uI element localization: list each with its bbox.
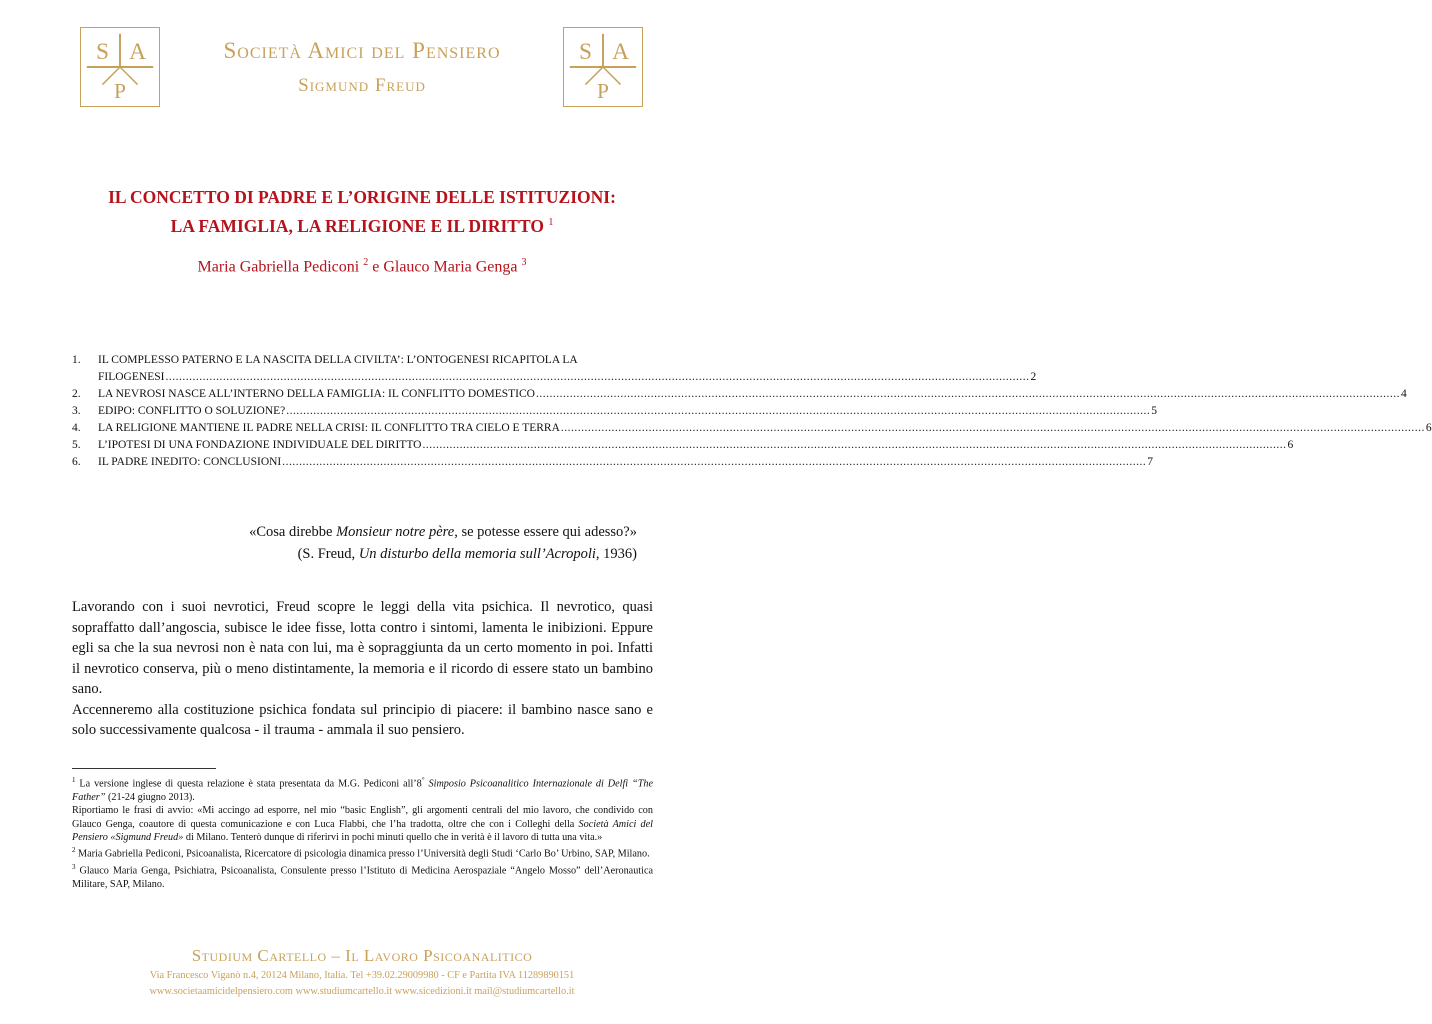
epigraph-quote-end: , se potesse essere qui adesso?» [454, 524, 637, 540]
footnote-1-quote: Riportiamo le frasi di avvio: «Mi accingo ad esporre, nel mio “basic English”, gli argomenti centrali del mio lavoro, che condivido con Glauco Genga, coautore di questa comunicazione e con Luca Flabbi, che l’ha tradotta, oltre che con i Colleghi della [72, 805, 653, 830]
footnote-1-ordinal: ° [421, 776, 425, 784]
body-text [72, 597, 653, 741]
toc-item-number: 1. [72, 354, 81, 366]
toc-leader-dots: ................................................................................................................................................................................................................................................................ [560, 422, 1425, 434]
toc-item-page: 2 [1030, 371, 1037, 383]
footnote-3-text: Glauco Maria Genga, Psichiatra, Psicoanalista, Consulente presso l’Istituto di Medicina Aerospaziale “Angelo Mosso” dell’Aeronautica Militare, SAP, Milano. [72, 865, 653, 891]
logo-letter-a: A [129, 39, 147, 66]
toc-item-number: 4. [72, 422, 81, 434]
logo-letter-a: A [612, 39, 630, 66]
toc-item-page: 4 [1401, 388, 1407, 400]
logo-letter-p: P [114, 79, 126, 104]
toc-item-title: LA RELIGIONE MANTIENE IL PADRE NELLA CRISI: IL CONFLITTO TRA CIELO E TERRA [98, 422, 560, 434]
epigraph-source-italic: Un disturbo della memoria sull’Acropoli [358, 546, 596, 562]
toc-item-number: 6. [72, 456, 81, 468]
footnote-1-number: 1 [72, 776, 76, 784]
toc-item-title: IL PADRE INEDITO: CONCLUSIONI [98, 456, 282, 468]
footnote-separator [72, 768, 216, 769]
toc-item-title: IL COMPLESSO PATERNO E LA NASCITA DELLA CIVILTA’: L’ONTOGENESI RICAPITOLA LA [98, 354, 578, 366]
toc-item-2[interactable] [72, 386, 1407, 403]
title-line-2-text: LA FAMIGLIA, LA RELIGIONE E IL DIRITTO [170, 216, 544, 236]
footer-address: Via Francesco Viganò n.4, 20124 Milano, Italia. Tel +39.02.29009980 - CF e Partita IVA 11289890151 [149, 970, 575, 981]
footnote-2-text: Maria Gabriella Pediconi, Psicoanalista, Ricercatore di psicologia dinamica presso l’Università degli Studi ‘Carlo Bo’ Urbino, SAP, Milano. [75, 848, 650, 860]
toc-item-title: L’IPOTESI DI UNA FONDAZIONE INDIVIDUALE DEL DIRITTO [98, 439, 422, 451]
footnote-1-text: La versione inglese di questa relazione è stata presentata da M.G. Pediconi all’8 [75, 778, 422, 790]
epigraph-source [249, 543, 637, 565]
toc-item-page: 7 [1147, 456, 1154, 468]
epigraph-quote [249, 521, 637, 543]
toc-item-number: 3. [72, 405, 81, 417]
authors-conjunction: e [372, 258, 380, 276]
society-name: Società Amici del Pensiero [223, 38, 501, 63]
title-footnote-ref[interactable]: 1 [548, 217, 554, 229]
footnote-2-number: 2 [72, 846, 76, 855]
toc-leader-dots: ................................................................................................................................................................................................................................................................ [286, 405, 1151, 417]
footnote-3-number: 3 [72, 863, 76, 872]
footnote-1-dates: (21-24 giugno 2013). [105, 791, 195, 803]
epigraph-quote-italic: Monsieur notre père [336, 524, 455, 540]
author-1: Maria Gabriella Pediconi [197, 258, 360, 276]
toc-item-4[interactable] [72, 420, 1432, 437]
toc-item-page: 6 [1425, 422, 1432, 434]
footnote-1-continued [72, 804, 653, 844]
author-1-footnote-ref[interactable]: 2 [363, 257, 369, 268]
toc-leader-dots: ................................................................................................................................................................................................................................................................ [282, 456, 1147, 468]
footnote-2 [72, 844, 653, 861]
epigraph-quote-start: «Cosa direbbe [249, 524, 337, 540]
document-title-line-2 [0, 216, 724, 237]
epigraph-source-end: , 1936) [595, 546, 637, 562]
body-paragraph-2: Accenneremo alla costituzione psichica fondata sul principio di piacere: il bambino nasce sano e solo successivamente qualcosa - il trauma - ammala il suo pensiero. [72, 701, 653, 738]
toc-item-page: 5 [1151, 405, 1158, 417]
footnote-1-society-italic: Società Amici del Pensiero «Sigmund Freud» [72, 818, 654, 844]
author-2: Glauco Maria Genga [383, 258, 518, 276]
body-paragraph-1: Lavorando con i suoi nevrotici, Freud scopre le leggi della vita psichica. Il nevrotico, quasi sopraffatto dall’angoscia, subisce le idee fisse, lotta contro i sintomi, lamenta le inibizioni. Eppure egli sa che la sua nevrosi non è nata con lui, ma è sopraggiunta da un certo momento in poi. Infatti il nevrotico conserva, più o meno distintamente, la memoria e il ricordo di essere stato un bambino sano. [72, 599, 653, 697]
toc-item-title: LA NEVROSI NASCE ALL’INTERNO DELLA FAMIGLIA: IL CONFLITTO DOMESTICO [98, 388, 535, 400]
toc-item-number: 2. [72, 388, 81, 400]
footer-links[interactable]: www.societaamicidelpensiero.com www.studiumcartello.it www.sicedizioni.it mail@studiumcartello.it [149, 986, 575, 997]
logo-letter-s: S [95, 39, 109, 66]
table-of-contents [72, 352, 1432, 471]
sap-logo-graphic [564, 28, 642, 106]
epigraph [249, 521, 637, 565]
toc-item-page: 6 [1287, 439, 1294, 451]
toc-item-number: 5. [72, 439, 81, 451]
footnote-1 [72, 774, 653, 804]
toc-item-3[interactable] [72, 403, 1158, 420]
document-title-line-1: IL CONCETTO DI PADRE E L’ORIGINE DELLE ISTITUZIONI: [108, 187, 616, 207]
sap-logo-right [563, 27, 643, 107]
toc-item-title: EDIPO: CONFLITTO O SOLUZIONE? [98, 405, 286, 417]
logo-letter-p: P [597, 79, 609, 104]
toc-leader-dots: ................................................................................................................................................................................................................................................................ [536, 388, 1400, 400]
society-subtitle: Sigmund Freud [298, 75, 426, 96]
epigraph-source-start: (S. Freud, [297, 546, 359, 562]
toc-leader-dots: ................................................................................................................................................................................................................................................................ [422, 439, 1287, 451]
toc-item-1[interactable] [72, 352, 1037, 386]
toc-leader-dots: ................................................................................................................................................................................................................................................................ [165, 371, 1030, 383]
footnote-1-quote-end: di Milano. Tenterò dunque di riferirvi in pochi minuti quello che in verità è il lavoro di tutta una vita.» [183, 832, 603, 844]
footnotes [72, 774, 653, 891]
toc-item-5[interactable] [72, 437, 1294, 454]
footnote-1-italic: Simposio Psicoanalitico Internazionale di Delfi “The Father” [72, 778, 653, 803]
author-2-footnote-ref[interactable]: 3 [521, 257, 527, 268]
toc-item-6[interactable] [72, 454, 1154, 471]
toc-item-title-continued: FILOGENESI [98, 371, 165, 383]
authors-line [0, 257, 724, 276]
footer-title: Studium Cartello – Il Lavoro Psicoanalitico [191, 946, 533, 965]
footnote-3 [72, 861, 653, 891]
logo-letter-s: S [578, 39, 592, 66]
